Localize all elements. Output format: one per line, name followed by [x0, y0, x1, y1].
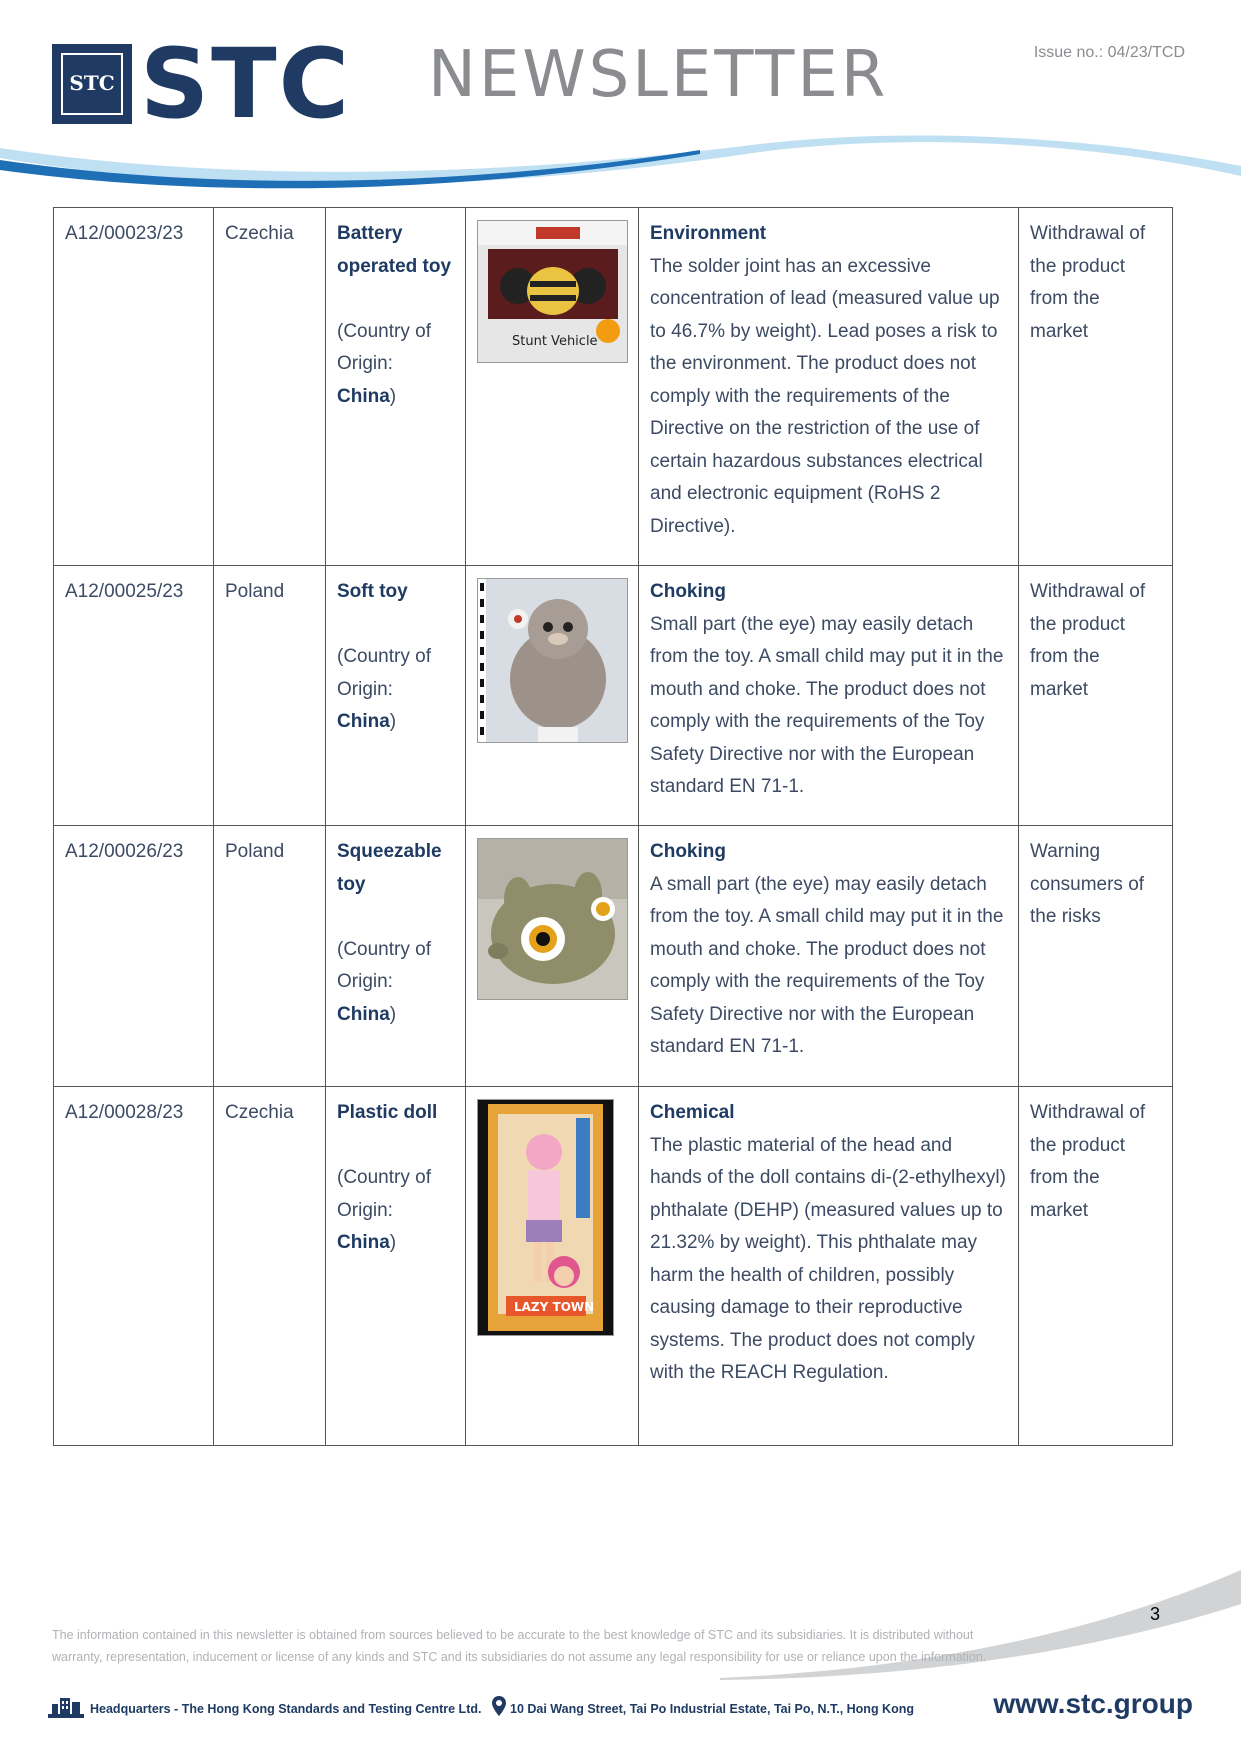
- page-footer: [48, 1688, 1193, 1726]
- notifying-country: Poland: [225, 581, 285, 602]
- measure-cell: [1019, 566, 1173, 826]
- origin-suffix: ): [389, 1003, 397, 1025]
- notifying-country: Poland: [225, 841, 285, 862]
- hazard-type: Environment: [650, 223, 767, 244]
- product-cell: [326, 566, 466, 826]
- reference-cell: [54, 566, 214, 826]
- measure-taken: Withdrawal of the product from the market: [1030, 1102, 1146, 1221]
- image-cell: [466, 1087, 639, 1446]
- measure-cell: [1019, 826, 1173, 1087]
- disclaimer-text: The information contained in this newsletter is obtained from sources believed to be accurate to the best knowledge of STC and its subsidiaries. It is distributed without warranty, representation, inducement or license of any kinds and STC and its subsidiaries do not assume any legal responsibility for use or reliance upon the information.: [52, 1628, 987, 1664]
- hazard-cell: [639, 1087, 1019, 1446]
- product-name: Soft toy: [337, 581, 408, 602]
- reference-number: A12/00028/23: [65, 1102, 184, 1123]
- origin-country: China: [337, 1003, 390, 1025]
- origin-country: China: [337, 711, 390, 732]
- measure-cell: [1019, 1087, 1173, 1446]
- origin-suffix: ): [389, 1232, 397, 1253]
- product-photo: [477, 578, 628, 743]
- origin-suffix: ): [389, 385, 397, 407]
- location-pin-icon: [492, 1696, 506, 1716]
- hazard-cell: [639, 208, 1019, 566]
- hazard-cell: [639, 566, 1019, 826]
- newsletter-title: NEWSLETTER: [428, 38, 889, 112]
- hazard-description: The solder joint has an excessive concentration of lead (measured value up to 46.7% by weight). Lead poses a risk to the environment. The product does not comply with the requirements of the Directive on the restriction of the use of certain hazardous substances electrical and electronic equipment (RoHS 2 Directive).: [650, 255, 1000, 537]
- stc-logo-mark: [52, 44, 132, 124]
- image-cell: [466, 566, 639, 826]
- photo-caption: Stunt Vehicle: [512, 334, 598, 349]
- issue-number: Issue no.: 04/23/TCD: [1033, 44, 1185, 61]
- product-photo: [477, 220, 628, 363]
- product-cell: [326, 826, 466, 1087]
- image-cell: [466, 208, 639, 566]
- country-cell: [214, 566, 326, 826]
- page-number: 3: [1150, 1604, 1161, 1624]
- origin-prefix: (Country of Origin:: [337, 938, 431, 992]
- measure-taken: Warning consumers of the risks: [1030, 841, 1145, 927]
- address-text: 10 Dai Wang Street, Tai Po Industrial Estate, Tai Po, N.T., Hong Kong: [510, 1702, 914, 1716]
- measure-cell: [1019, 208, 1173, 566]
- reference-number: A12/00025/23: [65, 581, 184, 602]
- origin-prefix: (Country of Origin:: [337, 646, 431, 700]
- table-row: [54, 1087, 1173, 1446]
- reference-number: A12/00026/23: [65, 841, 184, 862]
- product-photo: [477, 838, 628, 1000]
- table-row: [54, 826, 1173, 1087]
- product-photo: [477, 1099, 614, 1336]
- country-cell: [214, 208, 326, 566]
- rapex-records-table: [53, 207, 1173, 1446]
- origin-country: China: [337, 385, 390, 407]
- product-name: Squeezable toy: [337, 841, 442, 895]
- notifying-country: Czechia: [225, 223, 294, 244]
- header-swoosh-decoration: [0, 130, 1241, 200]
- image-cell: [466, 826, 639, 1087]
- hazard-description: A small part (the eye) may easily detach from the toy. A small child may put it in the mouth and choke. The product does not comply with the requirements of the Toy Safety Directive nor with the European standard EN 71-1.: [650, 873, 1004, 1057]
- table-row: [54, 566, 1173, 826]
- headquarters-text: Headquarters - The Hong Kong Standards and Testing Centre Ltd.: [90, 1702, 482, 1716]
- measure-taken: Withdrawal of the product from the market: [1030, 223, 1146, 342]
- hazard-description: Small part (the eye) may easily detach from the toy. A small child may put it in the mouth and choke. The product does not comply with the requirements of the Toy Safety Directive nor with the European standard EN 71-1.: [650, 613, 1004, 797]
- measure-taken: Withdrawal of the product from the market: [1030, 581, 1146, 700]
- reference-cell: [54, 826, 214, 1087]
- origin-country: China: [337, 1232, 390, 1253]
- notifying-country: Czechia: [225, 1102, 294, 1123]
- table-row: [54, 208, 1173, 566]
- product-cell: [326, 1087, 466, 1446]
- origin-suffix: ): [389, 711, 397, 732]
- stc-logo-text: STC: [140, 28, 352, 140]
- website-link[interactable]: www.stc.group: [993, 1688, 1193, 1719]
- building-icon: [48, 1696, 84, 1718]
- product-name: Battery operated toy: [337, 223, 452, 277]
- reference-cell: [54, 208, 214, 566]
- product-name: Plastic doll: [337, 1102, 438, 1123]
- hazard-type: Choking: [650, 581, 726, 602]
- logo-glyph: STC: [69, 71, 115, 95]
- origin-prefix: (Country of Origin:: [337, 1167, 431, 1221]
- country-cell: [214, 1087, 326, 1446]
- hazard-cell: [639, 826, 1019, 1087]
- country-cell: [214, 826, 326, 1087]
- hazard-type: Chemical: [650, 1102, 735, 1123]
- hazard-description: The plastic material of the head and hands of the doll contains di-(2-ethylhexyl) phthalate (DEHP) (measured values up to 21.32% by weight). This phthalate may harm the health of children, possibly causing damage to their reproductive systems. The product does not comply with the REACH Regulation.: [650, 1134, 1006, 1383]
- page-header: [0, 0, 1241, 200]
- reference-cell: [54, 1087, 214, 1446]
- product-cell: [326, 208, 466, 566]
- reference-number: A12/00023/23: [65, 223, 184, 244]
- origin-prefix: (Country of Origin:: [337, 320, 431, 374]
- hazard-type: Choking: [650, 841, 726, 862]
- photo-caption: LAZY TOWN: [514, 1300, 595, 1314]
